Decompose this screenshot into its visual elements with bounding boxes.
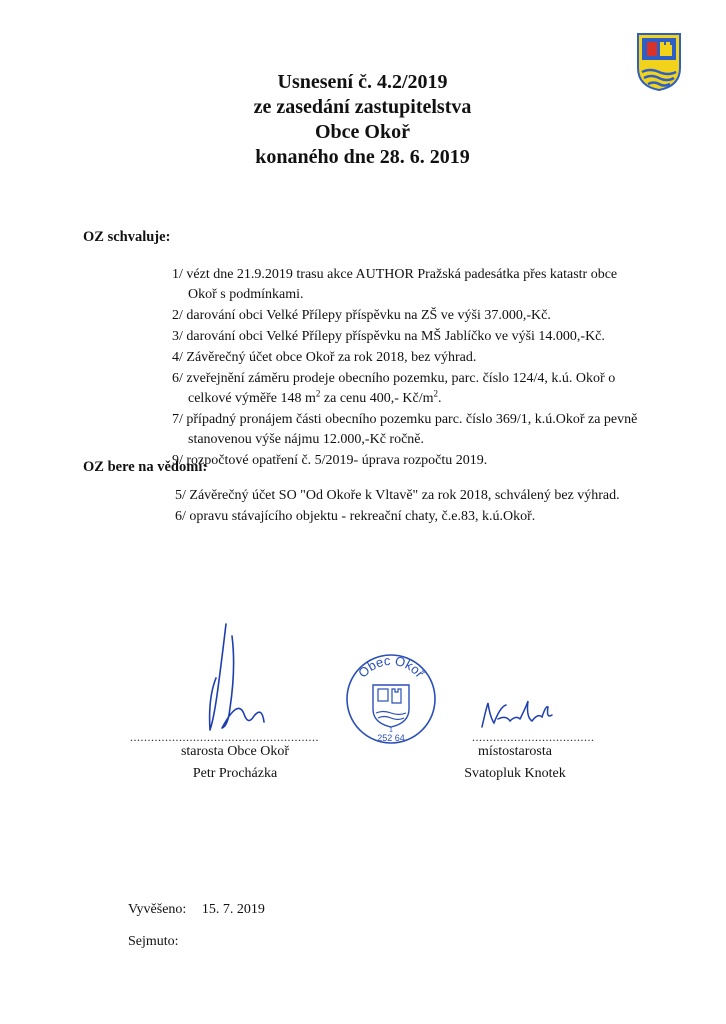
deputy-signature-line: ................................... [472,730,595,744]
posted-label: Vyvěšeno: [128,902,187,917]
approves-list [172,265,642,472]
stamp-crest-icon [373,685,409,727]
svg-text:Obec Okoř [355,653,428,681]
list-item: 7/ případný pronájem části obecního pozemku parc. číslo 369/1, k.ú.Okoř za pevně stanovenou výše nájmu 12.000,-Kč ročně. [172,412,638,447]
notes-heading: OZ bere na vědomí: [83,459,208,475]
list-item: 2/ darování obci Velké Přílepy příspěvku na ZŠ ve výši 37.000,-Kč. [172,308,551,323]
municipal-stamp [343,653,439,745]
deputy-role: místostarosta [478,744,552,759]
municipal-crest-icon [636,32,682,92]
list-item: 3/ darování obci Velké Přílepy příspěvku na MŠ Jablíčko ve výši 14.000,-Kč. [172,329,605,344]
mayor-name: Petr Procházka [192,766,278,781]
title-line-4: konaného dne 28. 6. 2019 [255,146,470,168]
posted-row [128,902,265,918]
list-item: 5/ Závěrečný účet SO "Od Okoře k Vltavě" za rok 2018, schválený bez výhrad. [175,488,620,503]
removed-row [128,934,179,950]
document-title [190,70,535,170]
deputy-caption [440,741,590,785]
list-item: 9/ rozpočtové opatření č. 5/2019- úprava rozpočtu 2019. [172,453,488,468]
notes-list [175,486,645,528]
title-line-3: Obce Okoř [315,121,410,143]
stamp-postcode: 252 64 [377,733,405,743]
posted-date: 15. 7. 2019 [201,902,265,917]
deputy-signature-drawing [476,697,556,733]
mayor-caption [150,741,320,785]
stamp-number: 1 [389,727,393,734]
list-item: 6/ opravu stávajícího objektu - rekreační chaty, č.e.83, k.ú.Okoř. [175,509,536,524]
mayor-role: starosta Obce Okoř [180,744,290,759]
stamp-name: Obec Okoř [355,653,428,681]
list-item: 4/ Závěrečný účet obce Okoř za rok 2018, bez výhrad. [172,350,477,365]
deputy-name: Svatopluk Knotek [464,766,566,781]
list-item: 1/ vézt dne 21.9.2019 trasu akce AUTHOR Pražská padesátka přes katastr obce Okoř s podmínkami. [172,267,618,302]
removed-label: Sejmuto: [128,934,179,949]
mayor-signature-drawing [192,618,272,733]
title-line-1: Usnesení č. 4.2/2019 [277,71,448,93]
title-line-2: ze zasedání zastupitelstva [253,96,472,118]
list-item: 6/ zveřejnění záměru prodeje obecního pozemku, parc. číslo 124/4, k.ú. Okoř o celkové výměře 148 $m^2$ za cenu 400,- $Kč/m^2$. [172,371,616,406]
approves-heading: OZ schvaluje: [83,229,171,245]
mayor-signature-line: ...................................................... [130,730,319,744]
